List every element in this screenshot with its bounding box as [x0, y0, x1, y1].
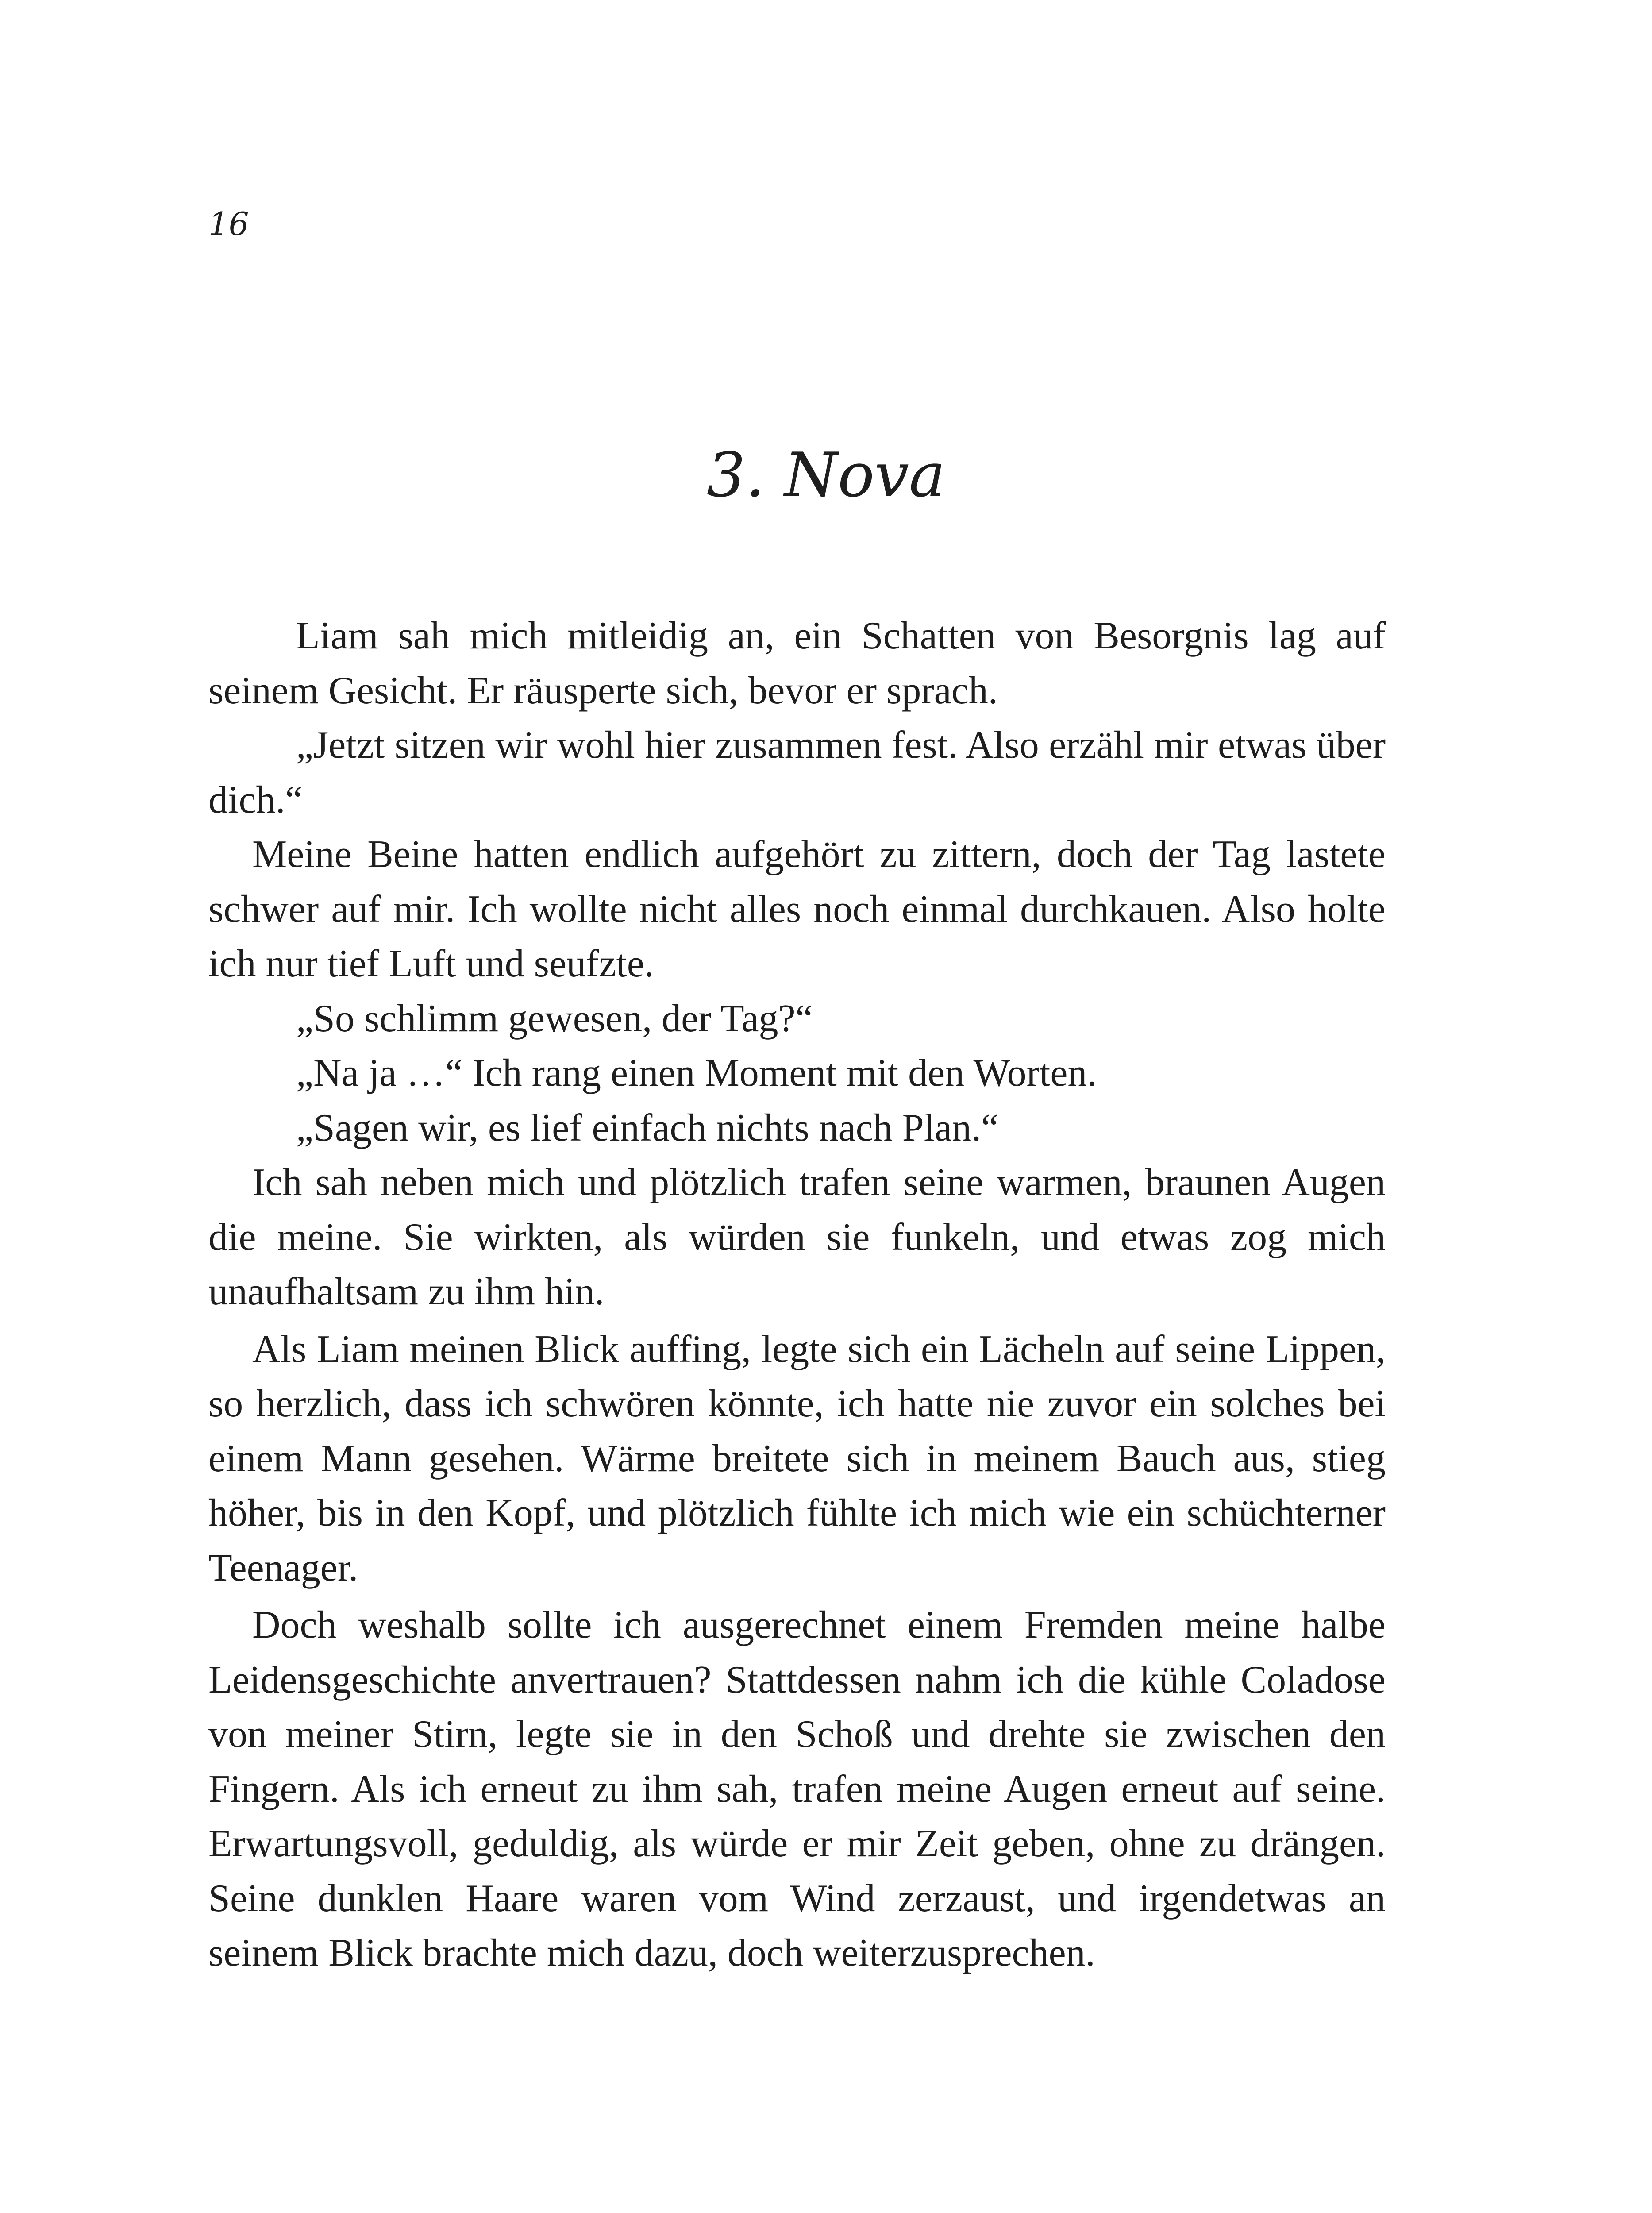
page-number: 16: [208, 205, 249, 243]
paragraph: „Sagen wir, es lief einfach nichts nach Plan.“: [296, 1106, 999, 1149]
paragraph: „So schlimm gewesen, der Tag?“: [296, 997, 813, 1040]
paragraph: Doch weshalb sollte ich ausgerechnet einem Fremden meine halbe Leidensgeschichte anvertrauen? Stattdessen nahm ich die kühle Coladose von meiner Stirn, legte sie in den Schoß und drehte sie zwischen den Fingern. Als ich erneut zu ihm sah, trafen meine Augen erneut auf seine. Erwartungsvoll, geduldig, als würde er mir Zeit geben, ohne zu drängen. Seine dunklen Haare waren vom Wind zerzaust, und irgendetwas an seinem Blick brachte mich dazu, doch weiterzusprechen.: [208, 1604, 1386, 1974]
paragraph: „Jetzt sitzen wir wohl hier zusammen fest. Also erzähl mir etwas über dich.“: [208, 724, 1386, 821]
body-text: [208, 609, 1386, 1981]
paragraph: „Na ja …“ Ich rang einen Moment mit den Worten.: [296, 1052, 1097, 1095]
chapter-title: 3. Nova: [706, 440, 946, 511]
paragraph: Meine Beine hatten endlich aufgehört zu zittern, doch der Tag lastete schwer auf mir. Ich wollte nicht alles noch einmal durchkauen. Also holte ich nur tief Luft und seufzte.: [208, 833, 1386, 985]
paragraph: Als Liam meinen Blick auffing, legte sich ein Lächeln auf seine Lippen, so herzlich, dass ich schwören könnte, ich hatte nie zuvor ein solches bei einem Mann gesehen. Wärme breitete sich in meinem Bauch aus, stieg höher, bis in den Kopf, und plötzlich fühlte ich mich wie ein schüchterner Teenager.: [208, 1327, 1386, 1589]
paragraph: Liam sah mich mitleidig an, ein Schatten von Besorgnis lag auf seinem Gesicht. Er räusperte sich, bevor er sprach.: [208, 614, 1386, 712]
paragraph: Ich sah neben mich und plötzlich trafen seine warmen, braunen Augen die meine. Sie wirkten, als würden sie funkeln, und etwas zog mich unaufhaltsam zu ihm hin.: [208, 1161, 1386, 1313]
